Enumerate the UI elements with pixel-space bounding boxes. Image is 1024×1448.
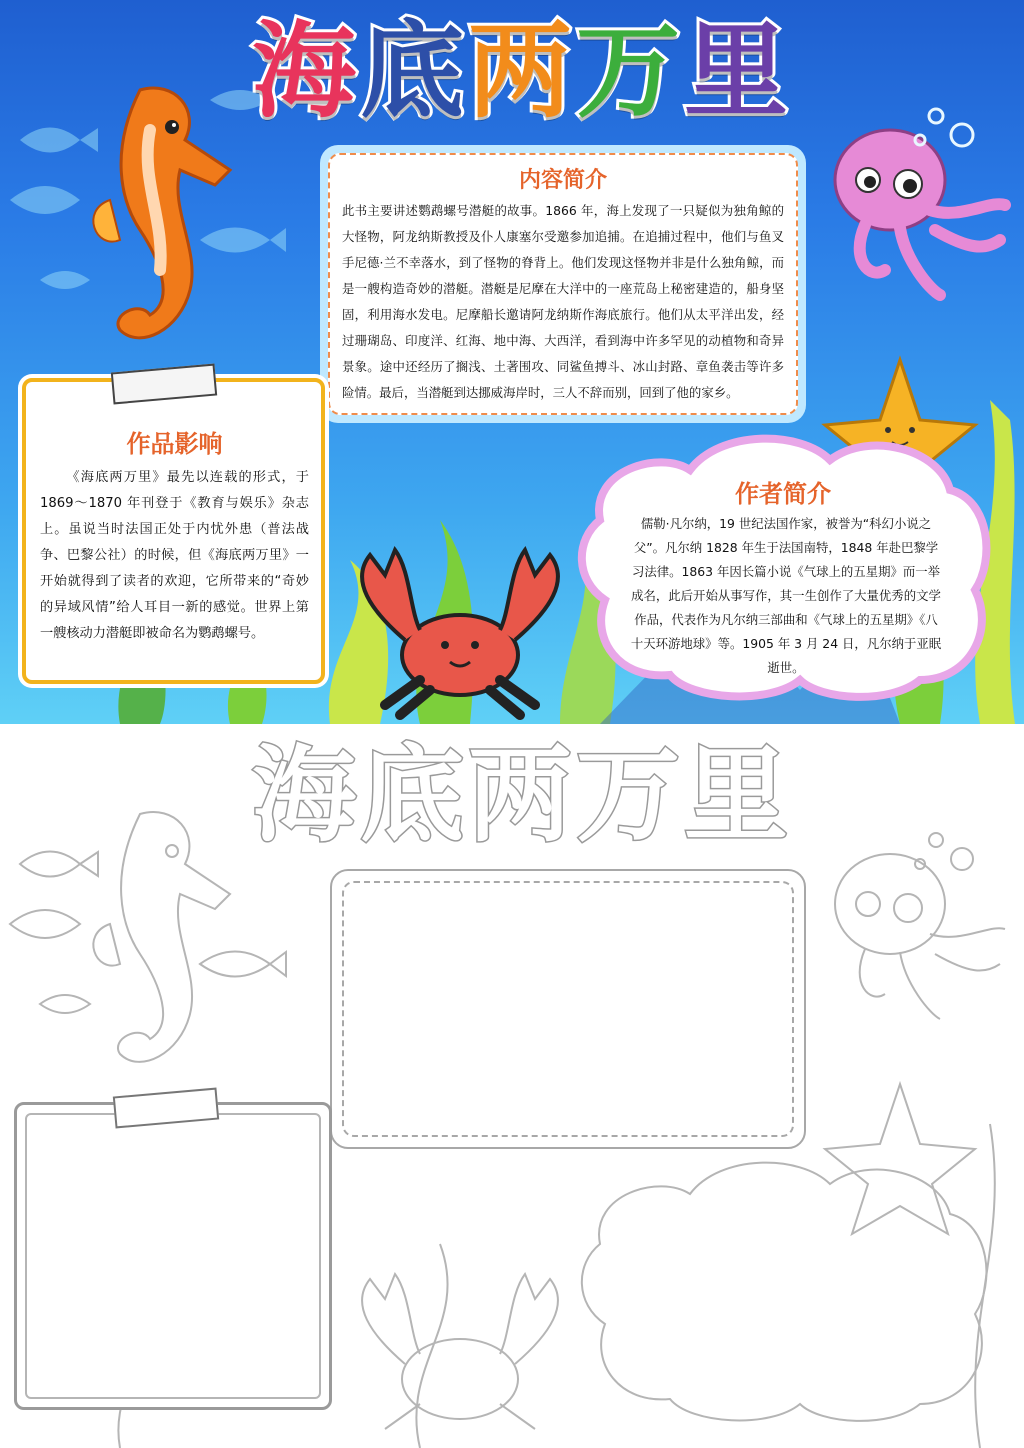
author-intro-title: 作者简介 [735, 480, 831, 508]
title-char-2-outline: 底 [359, 733, 464, 856]
content-summary-title: 内容简介 [518, 168, 607, 193]
blank-note-frame [14, 1102, 332, 1410]
title-char-4-outline: 万 [576, 733, 681, 856]
bubble-icon [915, 109, 973, 146]
seahorse-icon [93, 812, 230, 1062]
starfish-icon [825, 1084, 975, 1234]
fish-icon [10, 852, 286, 1014]
octopus-icon [835, 130, 1005, 295]
title-char-1: 海 [251, 9, 356, 132]
title-char-1-outline: 海 [251, 733, 356, 856]
author-intro-text: 儒勒·凡尔纳，19 世纪法国作家，被誉为“科幻小说之父”。凡尔纳 1828 年生于法国南特，1848 年赴巴黎学习法律。1863 年因长篇小说《气球上的五星期》而一举成名，此后开始从事写作，其一生创作了大量优秀的文学作品，代表作为凡尔纳三部曲和《气球上的五星期》《八十天环游地球》等。1905 年 3 月 24 日，凡尔纳于亚眠逝世。 [630, 516, 942, 675]
line-art-version [0, 724, 1024, 1448]
page-title [230, 8, 810, 133]
content-summary-text: 此书主要讲述鹦鹉螺号潜艇的故事。1866 年，海上发现了一只疑似为独角鲸的大怪物，阿龙纳斯教授及仆人康塞尔受邀参加追捕。在追捕过程中，他们与鱼叉手尼德·兰不幸落水，到了怪物的脊背上。他们发现这怪物并非是什么独角鲸，而是一艘构造奇妙的潜艇。潜艇是尼摩在大洋中的一座荒岛上秘密建造的，船身坚固，利用海水发电。尼摩船长邀请阿龙纳斯作海底旅行。他们从太平洋出发，经过珊瑚岛、印度洋、红海、地中海、大西洋，看到海中许多罕见的动植物和奇异景象。途中还经历了搁浅、土著围攻、同鲨鱼搏斗、冰山封路、章鱼袭击等许多险情。最后，当潜艇到达挪威海岸时，三人不辞而别，回到了他的家乡。 [342, 203, 784, 400]
title-char-4: 万 [576, 9, 681, 132]
blank-content-frame [330, 869, 806, 1149]
crab-icon [362, 1274, 558, 1429]
work-impact-text: 《海底两万里》最先以连载的形式，于 1869～1870 年刊登于《教育与娱乐》杂志上。虽说当时法国正处于内忧外患（普法战争、巴黎公社）的时候，但《海底两万里》一开始就得到了读者的欢迎，它所带来的“奇妙的异域风情”给人耳目一新的感觉。世界上第一艘核动力潜艇即被命名为鹦鹉螺号。 [40, 470, 309, 641]
title-char-2: 底 [359, 9, 464, 132]
page-title-outline [230, 732, 810, 857]
octopus-icon [835, 854, 1005, 1019]
title-char-5-outline: 里 [684, 733, 789, 856]
title-char-3-outline: 两 [467, 733, 572, 856]
content-summary-panel [320, 145, 806, 423]
title-char-3: 两 [467, 9, 572, 132]
work-impact-title: 作品影响 [126, 430, 223, 458]
work-impact-panel [22, 378, 325, 684]
title-char-5: 里 [684, 9, 789, 132]
seahorse-icon [93, 88, 230, 338]
